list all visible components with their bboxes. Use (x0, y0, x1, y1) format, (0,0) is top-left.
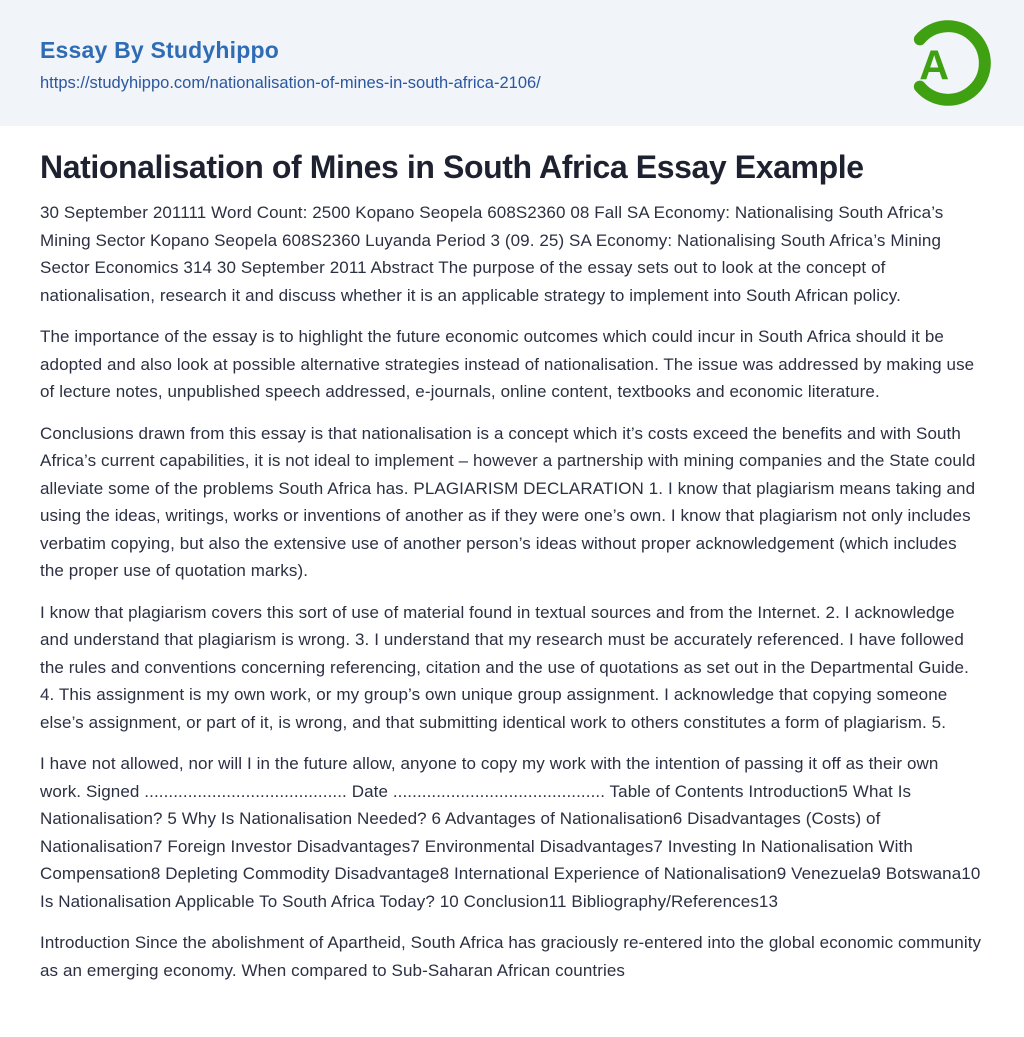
essay-paragraph: The importance of the essay is to highlight the future economic outcomes which could incur in South Africa should it be adopted and also look at possible alternative strategies instead of nationalisation. The issue was addressed by making use of lecture notes, unpublished speech addressed, e-journals, online content, textbooks and economic literature. (40, 327, 975, 401)
essay-title: Nationalisation of Mines in South Africa Essay Example (40, 149, 864, 185)
studyhippo-logo-icon (902, 17, 994, 109)
header-text-block (40, 33, 541, 93)
essay-paragraph: I have not allowed, nor will I in the future allow, anyone to copy my work with the intention of passing it off as their own work. Signed .......................................... Date ............................................ Table of Contents Introduction5 What Is Nationalisation? 5 Why Is Nationalisation Needed? 6 Advantages of Nationalisation6 Disadvantages (Costs) of Nationalisation7 Foreign Investor Disadvantages7 Environmental Disadvantages7 Investing In Nationalisation With Compensation8 Depleting Commodity Disadvantage8 International Experience of Nationalisation9 Venezuela9 Botswana10 Is Nationalisation Applicable To South Africa Today? 10 Conclusion11 Bibliography/References13 (40, 754, 981, 911)
essay-paragraph: 30 September 201111 Word Count: 2500 Kopano Seopela 608S2360 08 Fall SA Economy: Nationalising South Africa’s Mining Sector Kopano Seopela 608S2360 Luyanda Period 3 (09. 25) SA Economy: Nationalising South Africa’s Mining Sector Economics 314 30 September 2011 Abstract The purpose of the essay sets out to look at the concept of nationalisation, research it and discuss whether it is an applicable strategy to implement into South African policy. (40, 203, 944, 305)
essay-paragraph: I know that plagiarism covers this sort of use of material found in textual sources and from the Internet. 2. I acknowledge and understand that plagiarism is wrong. 3. I understand that my research must be accurately referenced. I have followed the rules and conventions concerning referencing, citation and the use of quotations as set out in the Departmental Guide. 4. This assignment is my own work, or my group’s own unique group assignment. I acknowledge that copying someone else’s assignment, or part of it, is wrong, and that submitting identical work to others constitutes a form of plagiarism. 5. (40, 602, 969, 732)
essay-paragraph: Introduction Since the abolishment of Apartheid, South Africa has graciously re-entered into the global economic community as an emerging economy. When compared to Sub-Saharan African countries (40, 933, 982, 980)
studyhippo-logo (902, 17, 994, 109)
essay-article (0, 126, 1024, 984)
site-title: Essay By Studyhippo (40, 37, 279, 63)
page-header (0, 0, 1024, 126)
essay-paragraph: Conclusions drawn from this essay is that nationalisation is a concept which it’s costs exceed the benefits and with South Africa’s current capabilities, it is not ideal to implement – however a partnership with mining companies and the State could alleviate some of the problems South Africa has. PLAGIARISM DECLARATION 1. I know that plagiarism means taking and using the ideas, writings, works or inventions of another as if they were one’s own. I know that plagiarism not only includes verbatim copying, but also the extensive use of another person’s ideas without proper acknowledgement (which includes the proper use of quotation marks). (40, 423, 976, 580)
essay-body (40, 199, 984, 984)
logo-letter: A (919, 42, 950, 89)
page-url-link[interactable]: https://studyhippo.com/nationalisation-of-mines-in-south-africa-2106/ (40, 74, 541, 92)
